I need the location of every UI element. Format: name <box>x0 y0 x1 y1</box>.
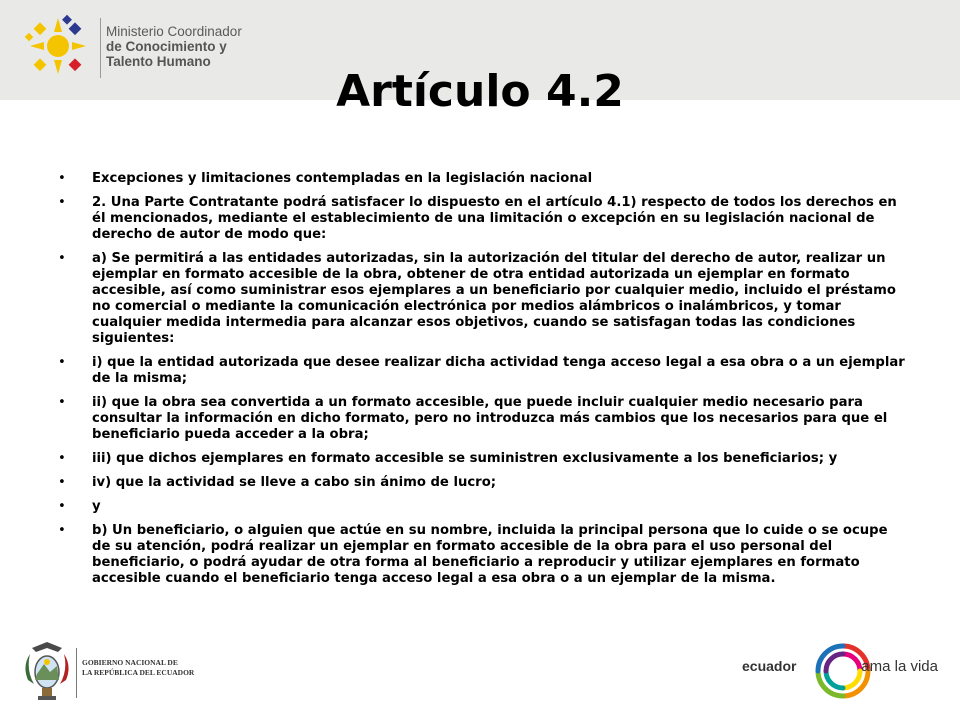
government-name <box>82 658 232 678</box>
brand-logo <box>742 636 938 708</box>
brand-right-word: ama la vida <box>861 658 938 675</box>
government-logo <box>24 640 224 704</box>
bullet-dot: • <box>58 475 66 490</box>
bullet-text: ii) que la obra sea convertida a un formato accesible, que puede incluir cualquier medio necesario para consultar la información en dicho formato, pero no introduzca más cambios que los necesarios para que el beneficiario pueda acceder a la obra; <box>92 395 888 442</box>
brand-left-word: ecuador <box>742 658 797 674</box>
bullet-dot: • <box>58 499 66 514</box>
bullet-item <box>58 523 910 587</box>
bullet-text: 2. Una Parte Contratante podrá satisfacer lo dispuesto en el artículo 4.1) respecto de todos los derechos en él mencionados, mediante el establecimiento de una limitación o excepción en su legislación nacional de derecho de autor de modo que: <box>92 195 897 242</box>
bullet-dot: • <box>58 251 66 266</box>
bullet-text: i) que la entidad autorizada que desee realizar dicha actividad tenga acceso legal a esa obra o a un ejemplar de la misma; <box>92 355 905 386</box>
bullet-text: iv) que la actividad se lleve a cabo sin ánimo de lucro; <box>92 475 497 490</box>
ministry-name <box>106 24 266 69</box>
coat-of-arms-icon <box>24 640 70 704</box>
bullet-text: a) Se permitirá a las entidades autorizadas, sin la autorización del titular del derecho de autor, realizar un ejemplar en formato accesible de la obra, obtener de otra entidad autorizada un ejemplar en formato accesible, así como suministrar esos ejemplares a un beneficiario por cualquier medio, incluido el préstamo no comercial o mediante la comunicación electrónica por medios alámbricos o inalámbricos, y tomar cualquier medida intermedia para alcanzar esos objetivos, cuando se satisfagan todas las condiciones siguientes: <box>92 251 896 346</box>
bullet-item <box>58 355 910 387</box>
bullet-dot: • <box>58 523 66 538</box>
government-name-line1: GOBIERNO NACIONAL DE <box>82 658 178 667</box>
bullet-dot: • <box>58 451 66 466</box>
bullet-text: b) Un beneficiario, o alguien que actúe en su nombre, incluida la principal persona que lo cuide o se ocupe de su atención, podrá realizar un ejemplar en formato accesible de la obra para el uso personal del beneficiario, o podrá ayudar de otra forma al beneficiario a reproducir y utilizar ejemplares en formato accesible cuando el beneficiario tenga acceso legal a esa obra o a un ejemplar de la misma. <box>92 523 888 586</box>
bullet-item <box>58 451 910 467</box>
ministry-name-line1: Ministerio Coordinador <box>106 24 242 39</box>
bullet-dot: • <box>58 195 66 210</box>
bullet-item <box>58 475 910 491</box>
government-name-line2: LA REPÚBLICA DEL ECUADOR <box>82 668 195 677</box>
bullet-dot: • <box>58 395 66 410</box>
bullet-dot: • <box>58 171 66 186</box>
ministry-name-line2: de Conocimiento y <box>106 39 227 54</box>
bullet-text: Excepciones y limitaciones contempladas en la legislación nacional <box>92 171 593 186</box>
bullet-item <box>58 251 910 347</box>
bullet-list <box>58 171 910 595</box>
government-logo-divider <box>76 648 77 698</box>
bullet-item <box>58 395 910 443</box>
bullet-item <box>58 499 910 515</box>
bullet-item <box>58 195 910 243</box>
ministry-name-line3: Talento Humano <box>106 54 211 69</box>
bullet-text: iii) que dichos ejemplares en formato accesible se suministren exclusivamente a los beneficiarios; y <box>92 451 838 466</box>
bullet-item <box>58 171 910 187</box>
slide-title: Artículo 4.2 <box>336 66 624 117</box>
bullet-text: y <box>92 499 101 514</box>
bullet-dot: • <box>58 355 66 370</box>
